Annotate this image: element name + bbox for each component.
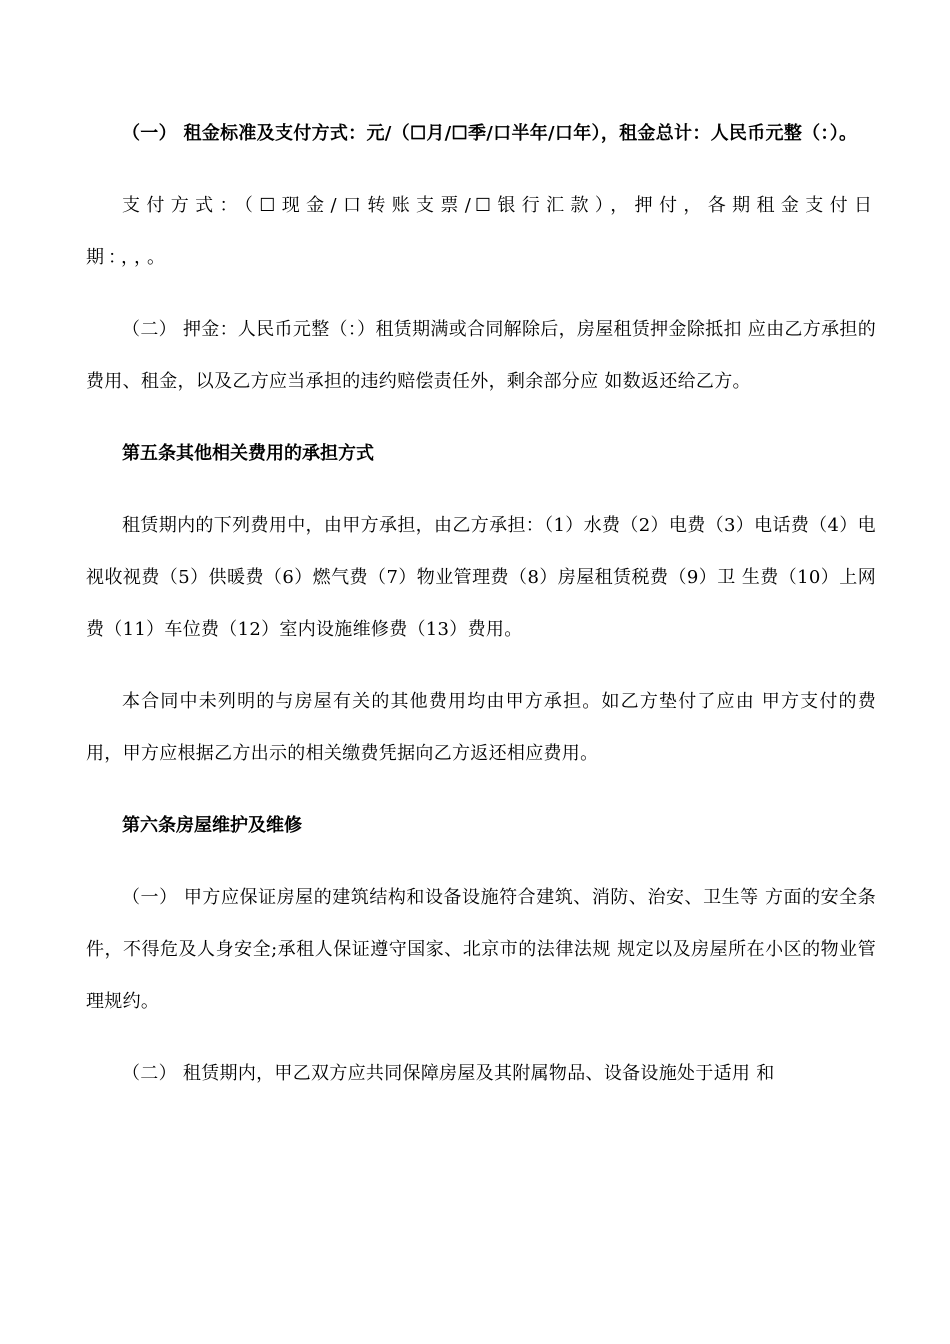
article-six-heading: 第六条房屋维护及维修 (122, 815, 302, 836)
paragraph-gap (86, 480, 876, 500)
other-fees-paragraph: 本合同中未列明的与房屋有关的其他费用均由甲方承担。如乙方垫付了应由 甲方支付的费用，甲方应根据乙方出示的相关缴费凭据向乙方返还相应费用。 (86, 691, 876, 764)
document-page (86, 108, 876, 1100)
article-five-heading: 第五条其他相关费用的承担方式 (122, 443, 374, 464)
deposit-paragraph: （二） 押金：人民币元整（：）租赁期满或合同解除后，房屋租赁押金除抵扣 应由乙方承担的费用、租金，以及乙方应当承担的违约赔偿责任外，剩余部分应 如数返还给乙方。 (86, 319, 876, 392)
safety-conditions-paragraph: （一） 甲方应保证房屋的建筑结构和设备设施符合建筑、消防、治安、卫生等 方面的安全条件，不得危及人身安全;承租人保证遵守国家、北京市的法律法规 规定以及房屋所在小区的物业管理规约。 (86, 887, 876, 1012)
paragraph-gap (86, 408, 876, 428)
maintenance-paragraph: （二） 租赁期内，甲乙双方应共同保障房屋及其附属物品、设备设施处于适用 和 (122, 1063, 775, 1084)
paragraph-gap (86, 780, 876, 800)
paragraph-gap (86, 284, 876, 304)
paragraph-gap (86, 656, 876, 676)
fees-list-paragraph: 租赁期内的下列费用中，由甲方承担，由乙方承担：（1）水费（2）电费（3）电话费（4）电视收视费（5）供暖费（6）燃气费（7）物业管理费（8）房屋租赁税费（9）卫 生费（10）上网费（11）车位费（12）室内设施维修费（13）费用。 (86, 515, 876, 640)
rent-standard-paragraph: （一） 租金标准及支付方式：元/（☐月/☐季/口半年/口年），租金总计：人民币元整（：）。 (122, 123, 858, 144)
paragraph-gap (86, 852, 876, 872)
payment-method-paragraph: 支付方式：（☐现金/口转账支票/☐银行汇款），押付，各期租金支付日期：，，。 (86, 195, 876, 268)
paragraph-gap (86, 1028, 876, 1048)
paragraph-gap (86, 160, 876, 180)
